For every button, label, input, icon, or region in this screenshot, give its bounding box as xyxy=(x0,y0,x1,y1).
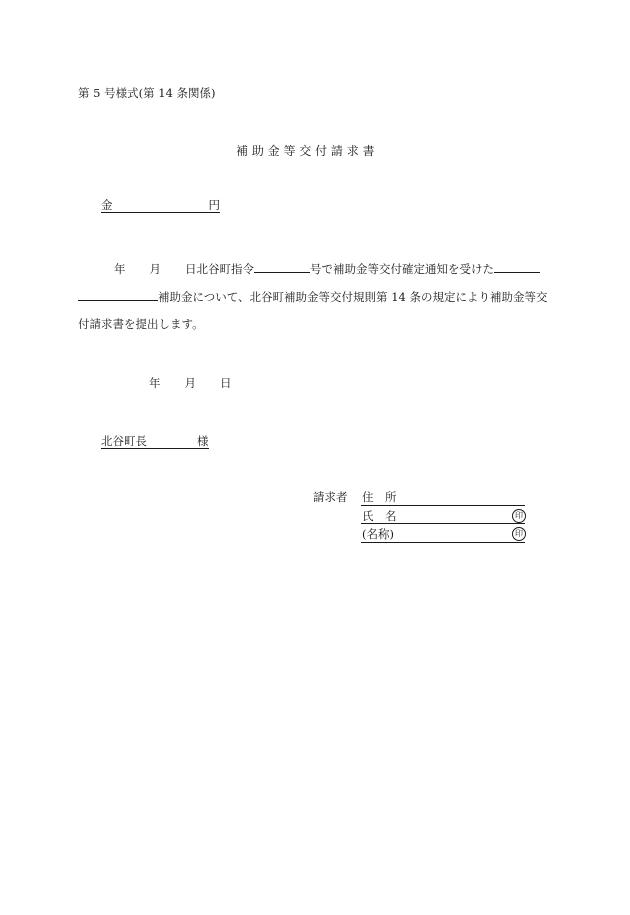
seal-mark-corp: 印 xyxy=(512,527,526,541)
program-name-blank-1[interactable] xyxy=(494,260,540,273)
amount-line xyxy=(101,198,220,213)
seal-mark-name: 印 xyxy=(512,509,526,523)
amount-field[interactable] xyxy=(101,198,220,213)
body-line-2-text: 補助金について、北谷町補助金等交付規則第 14 条の規定により補助金等交 xyxy=(158,290,548,304)
corp-name-field[interactable] xyxy=(361,542,525,543)
body-line-3: 付請求書を提出します。 xyxy=(78,317,204,331)
date-line xyxy=(149,376,232,390)
form-number: 第 5 号様式(第 14 条関係) xyxy=(78,86,216,100)
addressee-line xyxy=(101,434,209,449)
body-line-1 xyxy=(114,260,540,276)
body-day-phrase: 日北谷町指令 xyxy=(185,262,254,276)
applicant-label: 請求者 xyxy=(313,490,348,504)
program-name-blank-2[interactable] xyxy=(78,288,158,301)
date-day: 日 xyxy=(220,376,232,390)
body-year: 年 xyxy=(114,262,126,276)
name-field[interactable] xyxy=(361,523,525,524)
corp-name-label: (名称) xyxy=(362,527,394,541)
body-line-2 xyxy=(78,288,547,304)
date-year: 年 xyxy=(149,376,161,390)
amount-suffix: 円 xyxy=(208,198,220,212)
date-month: 月 xyxy=(184,376,196,390)
addressee-name: 北谷町長 xyxy=(101,434,147,448)
addressee-honorific: 様 xyxy=(197,434,209,448)
amount-prefix: 金 xyxy=(101,198,113,212)
name-label: 氏 名 xyxy=(362,509,397,523)
address-label: 住 所 xyxy=(362,490,397,504)
address-field[interactable] xyxy=(361,505,525,506)
body-number-phrase: 号で補助金等交付確定通知を受けた xyxy=(310,262,494,276)
directive-number-blank[interactable] xyxy=(254,260,310,273)
body-month: 月 xyxy=(149,262,161,276)
addressee-field xyxy=(101,434,209,449)
form-title: 補 助 金 等 交 付 請 求 書 xyxy=(236,144,375,158)
